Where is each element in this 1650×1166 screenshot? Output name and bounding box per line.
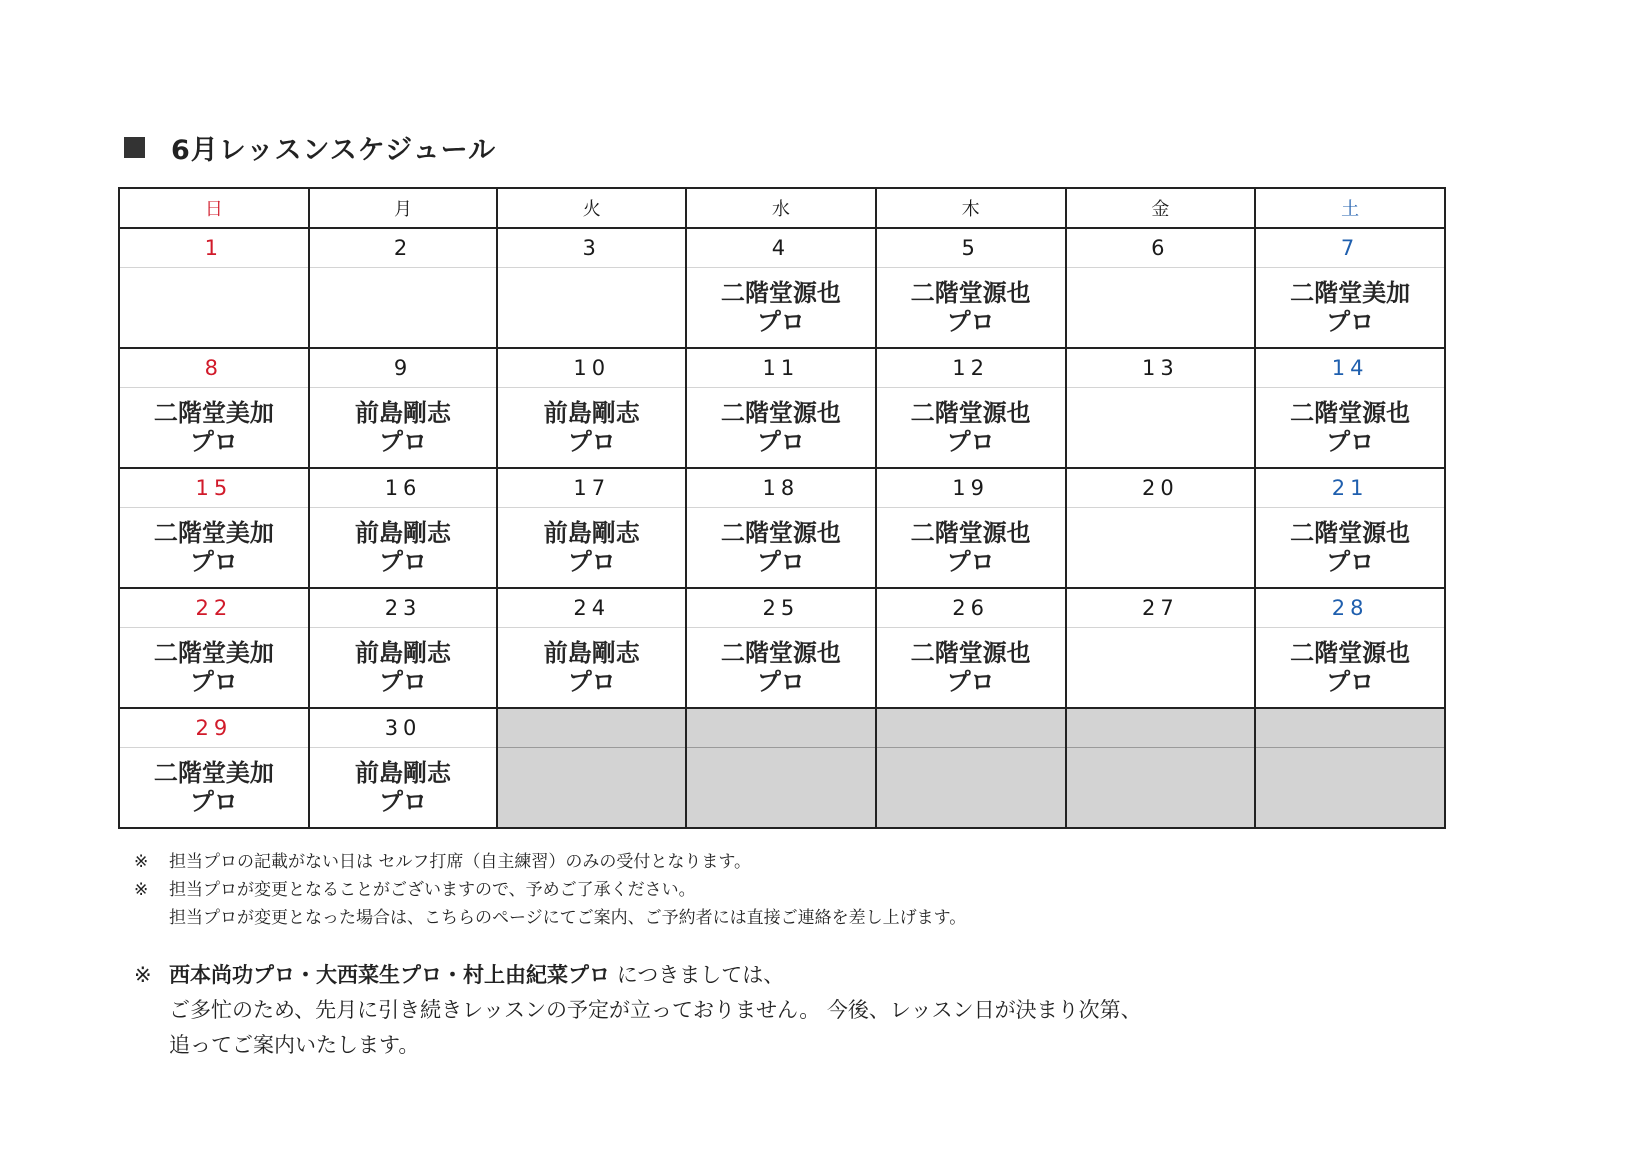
- lesson-pro: 二階堂源也 プロ: [910, 278, 1031, 336]
- day-cell: [309, 228, 498, 348]
- weekday-thu: 木: [876, 188, 1066, 228]
- day-cell: [309, 348, 498, 468]
- day-number: 4: [687, 229, 875, 268]
- lesson-pro: 前島剛志 プロ: [543, 638, 640, 696]
- day-number: 21: [1256, 469, 1444, 508]
- day-cell: [876, 228, 1066, 348]
- notice-line-2: ご多忙のため、先月に引き続きレッスンの予定が立っておりません。 今後、レッスン日が決まり次第、: [169, 998, 1142, 1022]
- lesson-calendar: [118, 187, 1446, 829]
- lesson-pro: [498, 268, 685, 347]
- note-text: 担当プロの記載がない日は セルフ打席（自主練習）のみの受付となります。: [169, 852, 752, 872]
- page-heading: [124, 128, 496, 167]
- lesson-pro: [310, 268, 497, 347]
- lesson-pro: 二階堂源也 プロ: [910, 518, 1031, 576]
- reference-mark: ※: [134, 880, 149, 900]
- day-number: 24: [498, 589, 685, 628]
- lesson-pro: 二階堂源也 プロ: [720, 278, 841, 336]
- note-pro-change: [134, 876, 966, 904]
- lesson-pro: 二階堂源也 プロ: [910, 638, 1031, 696]
- square-bullet-icon: [124, 137, 145, 158]
- day-number: 25: [687, 589, 875, 628]
- day-number: 11: [687, 349, 875, 388]
- day-cell: [497, 468, 686, 588]
- day-number: 9: [310, 349, 497, 388]
- day-number: 10: [498, 349, 685, 388]
- page-title: 6月レッスンスケジュール: [171, 135, 497, 166]
- day-cell: [1066, 588, 1256, 708]
- lesson-pro: [120, 268, 308, 347]
- lesson-pro: 二階堂源也 プロ: [910, 398, 1031, 456]
- day-cell: [309, 468, 498, 588]
- day-number: 27: [1067, 589, 1255, 628]
- day-cell: [1255, 228, 1445, 348]
- day-cell: [686, 468, 876, 588]
- weekday-mon: 月: [309, 188, 498, 228]
- week-row: [119, 468, 1445, 588]
- reference-mark: ※: [134, 852, 149, 872]
- day-number: 6: [1067, 229, 1255, 268]
- day-number: 17: [498, 469, 685, 508]
- day-number: 26: [877, 589, 1065, 628]
- lesson-pro: 二階堂源也 プロ: [1290, 638, 1411, 696]
- day-cell: [497, 348, 686, 468]
- empty-day-cell: [1066, 708, 1256, 828]
- notice-line-3: 追ってご案内いたします。: [169, 1033, 420, 1057]
- lesson-pro: 前島剛志 プロ: [355, 518, 452, 576]
- lesson-pro: 前島剛志 プロ: [355, 638, 452, 696]
- empty-day-cell: [1255, 708, 1445, 828]
- day-cell: [1066, 228, 1256, 348]
- week-row: [119, 708, 1445, 828]
- unavailable-pros-notice: [134, 958, 1142, 1063]
- unavailable-pros: 西本尚功プロ・大西菜生プロ・村上由紀菜プロ: [169, 963, 610, 987]
- day-cell: [119, 348, 309, 468]
- lesson-pro: 二階堂美加 プロ: [153, 518, 274, 576]
- weekday-header-row: [119, 188, 1445, 228]
- day-number: 5: [877, 229, 1065, 268]
- lesson-pro: 二階堂美加 プロ: [153, 638, 274, 696]
- day-cell: [119, 708, 309, 828]
- day-cell: [1066, 468, 1256, 588]
- day-number: 20: [1067, 469, 1255, 508]
- weekday-tue: 火: [497, 188, 686, 228]
- day-number: 28: [1256, 589, 1444, 628]
- note-pro-change-detail: 担当プロが変更となった場合は、こちらのページにてご案内、ご予約者には直接ご連絡を差し上げます。: [169, 908, 967, 928]
- day-number: 13: [1067, 349, 1255, 388]
- day-number: 7: [1256, 229, 1444, 268]
- week-row: [119, 228, 1445, 348]
- day-cell: [119, 468, 309, 588]
- day-cell: [497, 228, 686, 348]
- lesson-pro: 前島剛志 プロ: [355, 758, 452, 816]
- day-cell: [876, 468, 1066, 588]
- day-cell: [309, 708, 498, 828]
- day-cell: [1066, 348, 1256, 468]
- day-number: 2: [310, 229, 497, 268]
- day-cell: [1255, 348, 1445, 468]
- day-cell: [1255, 588, 1445, 708]
- day-cell: [119, 588, 309, 708]
- day-number: 29: [120, 709, 308, 748]
- day-cell: [686, 348, 876, 468]
- day-number: 12: [877, 349, 1065, 388]
- reference-mark: ※: [134, 963, 152, 987]
- lesson-pro: [1067, 628, 1255, 707]
- notice-suffix: につきましては、: [616, 963, 785, 987]
- lesson-pro: 前島剛志 プロ: [355, 398, 452, 456]
- day-cell: [876, 588, 1066, 708]
- week-row: [119, 588, 1445, 708]
- day-number: 23: [310, 589, 497, 628]
- day-cell: [686, 588, 876, 708]
- day-cell: [309, 588, 498, 708]
- empty-day-cell: [497, 708, 686, 828]
- lesson-pro: 二階堂源也 プロ: [720, 518, 841, 576]
- lesson-pro: 前島剛志 プロ: [543, 518, 640, 576]
- notice-line-1: [134, 958, 1142, 993]
- lesson-pro: 二階堂源也 プロ: [1290, 518, 1411, 576]
- day-cell: [1255, 468, 1445, 588]
- lesson-pro: 二階堂美加 プロ: [1290, 278, 1411, 336]
- lesson-pro: [1067, 268, 1255, 347]
- note-self-practice: [134, 848, 966, 876]
- day-number: 8: [120, 349, 308, 388]
- empty-day-cell: [686, 708, 876, 828]
- day-number: 3: [498, 229, 685, 268]
- lesson-pro: [1067, 508, 1255, 587]
- lesson-pro: 前島剛志 プロ: [543, 398, 640, 456]
- lesson-pro: 二階堂美加 プロ: [153, 398, 274, 456]
- weekday-wed: 水: [686, 188, 876, 228]
- day-number: 19: [877, 469, 1065, 508]
- note-text: 担当プロが変更となることがございますので、予めご了承ください。: [169, 880, 696, 900]
- lesson-pro: 二階堂源也 プロ: [720, 638, 841, 696]
- day-cell: [497, 588, 686, 708]
- day-number: 22: [120, 589, 308, 628]
- day-cell: [119, 228, 309, 348]
- day-number: 14: [1256, 349, 1444, 388]
- lesson-pro: 二階堂美加 プロ: [153, 758, 274, 816]
- day-number: 1: [120, 229, 308, 268]
- lesson-pro: 二階堂源也 プロ: [1290, 398, 1411, 456]
- day-cell: [876, 348, 1066, 468]
- day-number: 16: [310, 469, 497, 508]
- lesson-pro: 二階堂源也 プロ: [720, 398, 841, 456]
- week-row: [119, 348, 1445, 468]
- weekday-sat: 土: [1255, 188, 1445, 228]
- day-cell: [686, 228, 876, 348]
- day-number: 30: [310, 709, 497, 748]
- day-number: 18: [687, 469, 875, 508]
- weekday-sun: 日: [119, 188, 309, 228]
- empty-day-cell: [876, 708, 1066, 828]
- day-number: 15: [120, 469, 308, 508]
- weekday-fri: 金: [1066, 188, 1256, 228]
- lesson-pro: [1067, 388, 1255, 467]
- notes-section: [134, 848, 966, 932]
